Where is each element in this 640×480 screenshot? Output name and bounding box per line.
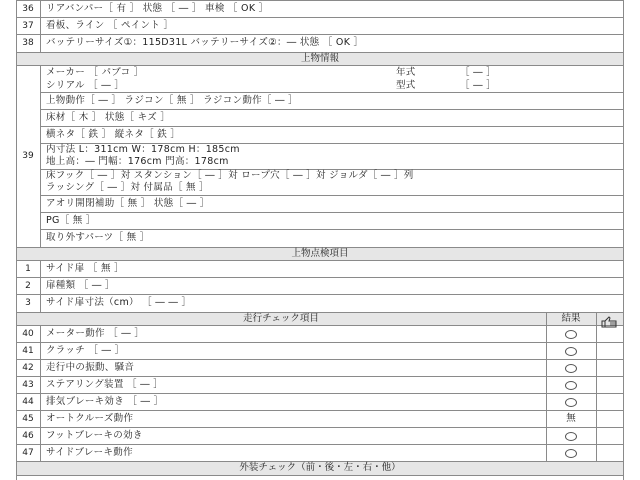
row-number: 47 — [22, 448, 34, 458]
hook-field: 床フック［ ― ］対 スタンション［ ― ］対 ロープ穴［ ― ］対 ジョルダ［ ― ］列 — [46, 170, 414, 181]
row-number: 45 — [22, 414, 34, 424]
meter-operation-item: メーター動作 ［ ― ］ — [46, 328, 145, 339]
result-ok-circle — [565, 364, 577, 373]
result-ok-circle — [565, 347, 577, 356]
exterior-check-header: 外装チェック（前・後・左・右・他） — [239, 462, 401, 473]
row-number: 42 — [22, 363, 34, 373]
row-number: 40 — [22, 329, 34, 339]
row-number: 38 — [22, 38, 34, 48]
result-ok-circle — [565, 381, 577, 390]
auto-cruise-item: オートクルーズ動作 — [46, 413, 134, 424]
year-value: ［ ― ］ — [460, 67, 497, 78]
side-brake-item: サイドブレーキ動作 — [46, 447, 133, 458]
floor-material-field: 床材［ 木 ］ 状態［ キズ ］ — [46, 112, 171, 123]
inner-dimensions: 内寸法 L：311cm W：178cm H：185cm — [46, 144, 240, 155]
tenken-header: 上物点検項目 — [291, 248, 349, 259]
year-label: 年式 — [396, 67, 416, 78]
battery-row: バッテリーサイズ①：115D31L バッテリーサイズ②：― 状態 ［ OK ］ — [46, 37, 364, 48]
result-ok-circle — [565, 432, 577, 441]
side-door-field: サイド扉 ［ 無 ］ — [46, 263, 124, 274]
row-number: 36 — [22, 4, 34, 14]
signboard-row: 看板、ライン ［ ペイント ］ — [46, 20, 174, 31]
maker-field: メーカー ［ パブコ ］ — [46, 67, 144, 78]
side-door-size-field: サイド扉寸法（cm） ［ ― ― ］ — [46, 297, 192, 308]
row-number: 44 — [22, 397, 34, 407]
row-number: 1 — [25, 264, 31, 274]
lashing-field: ラッシング［ ― ］対 付属品［ 無 ］ — [46, 182, 209, 193]
result-ok-circle — [565, 449, 577, 458]
result-none: 無 — [566, 413, 576, 424]
model-value: ［ ― ］ — [460, 80, 497, 91]
rear-bumper-row: リアバンパー［ 有 ］ 状態 ［ ― ］ 車検 ［ OK ］ — [46, 3, 269, 14]
exhaust-brake-item: 排気ブレーキ効き ［ ― ］ — [46, 396, 164, 407]
thumbs-up-icon — [600, 313, 620, 325]
model-label: 型式 — [396, 80, 416, 91]
result-ok-circle — [565, 398, 577, 407]
row-number: 41 — [22, 346, 34, 356]
result-header: 結果 — [561, 313, 581, 324]
ground-height: 地上高：― 門幅：176cm 門高：178cm — [46, 156, 229, 167]
row-number: 2 — [25, 281, 31, 291]
neta-field: 横ネタ［ 鉄 ］ 縦ネタ［ 鉄 ］ — [46, 129, 181, 140]
door-type-field: 扉種類 ［ ― ］ — [46, 280, 115, 291]
row-number: 43 — [22, 380, 34, 390]
pg-field: PG［ 無 ］ — [46, 215, 96, 226]
vibration-noise-item: 走行中の振動、騒音 — [46, 362, 135, 373]
steering-item: ステアリング装置 ［ ― ］ — [46, 379, 163, 390]
aori-field: アオリ開閉補助［ 無 ］ 状態［ ― ］ — [46, 198, 210, 209]
uwamono-header: 上物情報 — [300, 53, 339, 64]
foot-brake-item: フットブレーキの効き — [46, 430, 143, 441]
body-operation-field: 上物動作［ ― ］ ラジコン［ 無 ］ ラジコン動作［ ― ］ — [46, 95, 298, 106]
serial-field: シリアル ［ ― ］ — [46, 80, 125, 91]
clutch-item: クラッチ ［ ― ］ — [46, 345, 125, 356]
row-number: 39 — [22, 151, 34, 161]
row-number: 46 — [22, 431, 34, 441]
row-number: 37 — [22, 21, 34, 31]
removable-parts-field: 取り外すパーツ［ 無 ］ — [46, 232, 150, 243]
row-number: 3 — [25, 298, 31, 308]
soukou-header: 走行チェック項目 — [243, 313, 319, 324]
result-ok-circle — [565, 330, 577, 339]
